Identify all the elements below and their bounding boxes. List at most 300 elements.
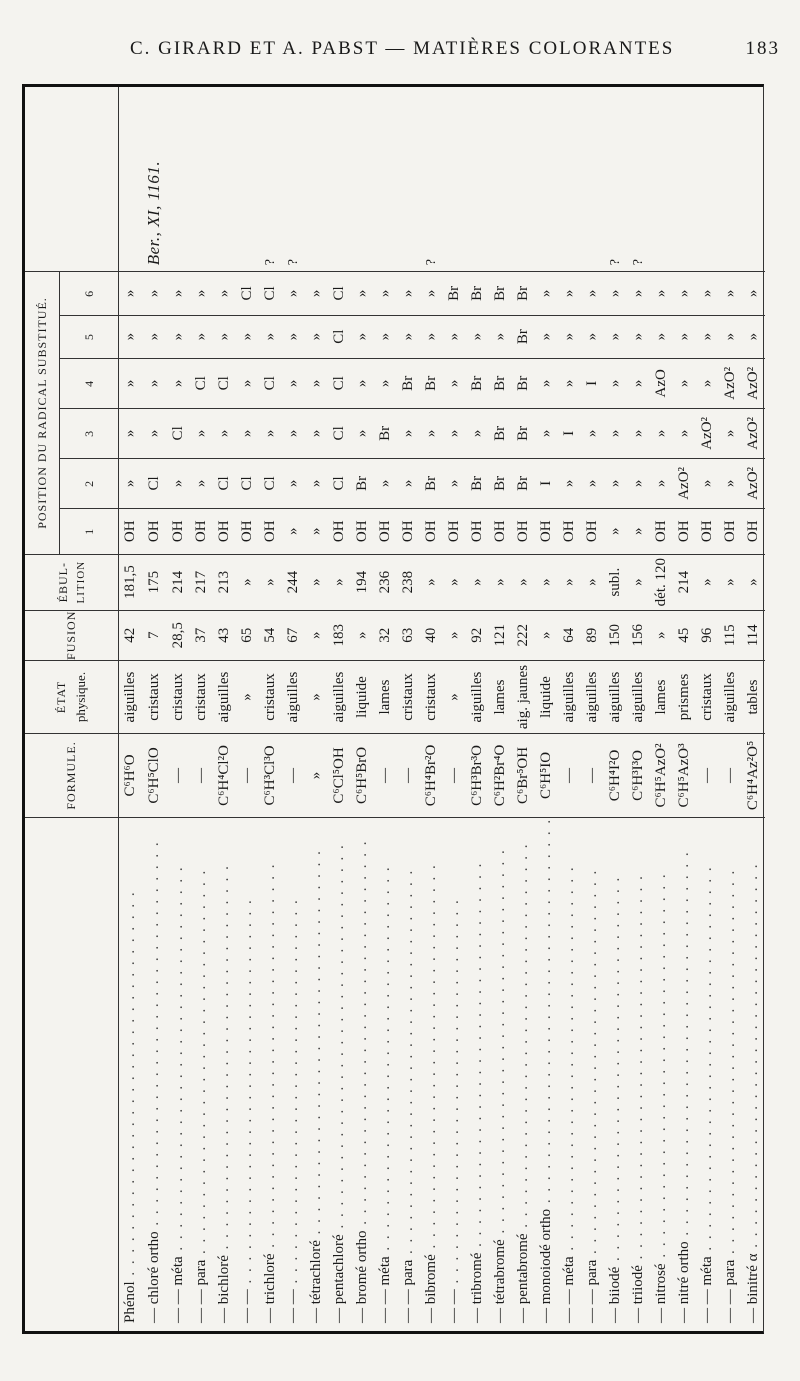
cell-ebullition: 213 <box>213 554 236 610</box>
cell-ebullition: » <box>535 554 558 610</box>
cell-position-2: Br <box>489 458 512 508</box>
dot-leader: . . . . . . . . . . . . . . . . . . . . . . . . . . . . . . . . . . <box>122 890 138 1282</box>
cell-name <box>328 817 351 1331</box>
compound-name: — bibromé <box>423 1254 439 1323</box>
cell-position-3: » <box>535 408 558 458</box>
cell-uncertainty <box>443 87 466 272</box>
cell-fusion: 64 <box>558 610 581 660</box>
cell-position-6: » <box>535 272 558 315</box>
cell-position-5: » <box>650 315 673 358</box>
cell-etat: aiguilles <box>719 660 742 733</box>
cell-fusion: 43 <box>213 610 236 660</box>
header-reference-blank <box>25 87 119 272</box>
cell-position-2: » <box>719 458 742 508</box>
running-head <box>60 38 780 62</box>
table-row <box>650 87 673 1331</box>
uncertainty-mark: ? <box>263 259 278 266</box>
dot-leader: . . . . . . . . . . . . . . . . . . . . . . . . . . . . . . . . . . <box>400 868 416 1260</box>
cell-position-5: » <box>443 315 466 358</box>
cell-ebullition: » <box>558 554 581 610</box>
cell-ebullition: » <box>466 554 489 610</box>
compound-name: — tétrachloré <box>308 1240 324 1323</box>
cell-position-6: » <box>119 272 143 315</box>
cell-uncertainty <box>558 87 581 272</box>
running-head-title: C. GIRARD ET A. PABST — MATIÈRES COLORANTES <box>130 38 675 59</box>
table-row <box>604 87 627 1331</box>
header-etat-line1: ÉTAT <box>54 680 68 714</box>
cell-name <box>535 817 558 1331</box>
cell-formule: C⁶Br⁵OH <box>512 734 535 818</box>
cell-position-3: AzO² <box>742 408 765 458</box>
uncertainty-mark: ? <box>424 259 439 266</box>
cell-position-1: OH <box>119 508 143 554</box>
table-row <box>282 87 305 1331</box>
compound-name: — tribromé <box>469 1252 485 1323</box>
cell-formule: C⁶Cl⁵OH <box>328 734 351 818</box>
dot-leader: . . . . . . . . . . . . . . . . . . . . . . . . . . . . . . . . . . <box>308 849 324 1241</box>
cell-position-6: » <box>397 272 420 315</box>
compound-name: — — para <box>193 1259 209 1323</box>
compound-name: — pentabromé <box>515 1233 531 1323</box>
cell-fusion: 7 <box>142 610 167 660</box>
cell-position-1: OH <box>719 508 742 554</box>
cell-position-6: » <box>627 272 650 315</box>
cell-position-6: » <box>167 272 190 315</box>
cell-etat: aiguilles <box>328 660 351 733</box>
dot-leader: . . . . . . . . . . . . . . . . . . . . . . . . . . . . . . . . . . <box>216 864 232 1256</box>
header-ebullition-line2: LITION <box>75 560 87 604</box>
cell-name <box>119 817 143 1331</box>
cell-ebullition: » <box>627 554 650 610</box>
cell-ebullition: » <box>328 554 351 610</box>
cell-name <box>443 817 466 1331</box>
dot-leader: . . . . . . . . . . . . . . . . . . . . . . . . . . . . . . . . . . <box>492 848 508 1240</box>
cell-position-2: Cl <box>142 458 167 508</box>
cell-position-2: Br <box>466 458 489 508</box>
cell-ebullition: 244 <box>282 554 305 610</box>
cell-name <box>236 817 259 1331</box>
compound-name: — nitré ortho <box>676 1241 692 1323</box>
cell-position-1: OH <box>351 508 374 554</box>
cell-uncertainty <box>512 87 535 272</box>
cell-formule: — <box>374 734 397 818</box>
cell-position-5: Br <box>512 315 535 358</box>
cell-position-6: Cl <box>259 272 282 315</box>
cell-position-4: » <box>604 358 627 408</box>
cell-formule: C⁶H³Cl³O <box>259 734 282 818</box>
cell-ebullition: » <box>420 554 443 610</box>
compound-name: — — para <box>584 1259 600 1323</box>
cell-uncertainty <box>466 87 489 272</box>
table-row <box>420 87 443 1331</box>
cell-formule: — <box>282 734 305 818</box>
dot-leader: . . . . . . . . . . . . . . . . . . . . . . . . . . . . . . . . . . <box>331 843 347 1235</box>
cell-position-3: » <box>420 408 443 458</box>
cell-position-4: » <box>374 358 397 408</box>
cell-etat: cristaux <box>420 660 443 733</box>
cell-position-2: AzO² <box>673 458 696 508</box>
cell-uncertainty <box>190 87 213 272</box>
dot-leader: . . . . . . . . . . . . . . . . . . . . . . . . . . . . . . . . . . <box>722 868 738 1260</box>
cell-position-5: » <box>351 315 374 358</box>
cell-position-3: » <box>627 408 650 458</box>
cell-position-5: » <box>742 315 765 358</box>
cell-name <box>420 817 443 1331</box>
cell-position-2: Br <box>420 458 443 508</box>
cell-position-5: » <box>142 315 167 358</box>
cell-position-4: Br <box>466 358 489 408</box>
cell-position-6: Br <box>466 272 489 315</box>
cell-position-3: » <box>673 408 696 458</box>
cell-ebullition: 217 <box>190 554 213 610</box>
cell-name <box>742 817 765 1331</box>
compound-name: — — para <box>722 1259 738 1323</box>
cell-position-4: » <box>351 358 374 408</box>
cell-ebullition: » <box>512 554 535 610</box>
compound-name: Phénol <box>122 1281 138 1323</box>
dot-leader: . . . . . . . . . . . . . . . . . . . . . . . . . . . . . . . . . . <box>354 839 370 1231</box>
table-row <box>190 87 213 1331</box>
cell-position-5: » <box>305 315 328 358</box>
table-row <box>558 87 581 1331</box>
header-ebullition-line1: ÉBUL- <box>56 562 70 603</box>
cell-uncertainty <box>305 87 328 272</box>
compound-name: — pentachloré <box>331 1234 347 1323</box>
cell-position-6: Cl <box>328 272 351 315</box>
cell-formule: — <box>236 734 259 818</box>
cell-formule: C⁶H⁵IO <box>535 734 558 818</box>
cell-etat: liquide <box>535 660 558 733</box>
table-row <box>489 87 512 1331</box>
dot-leader: . . . . . . . . . . . . . . . . . . . . . . . . . . . . . . . . . . <box>653 872 669 1264</box>
cell-etat: lames <box>374 660 397 733</box>
cell-position-5: » <box>259 315 282 358</box>
cell-uncertainty <box>535 87 558 272</box>
compound-name: — — méta <box>561 1256 577 1323</box>
cell-uncertainty <box>259 87 282 272</box>
table-row <box>581 87 604 1331</box>
cell-ebullition: » <box>489 554 512 610</box>
cell-formule: C⁶H⁵ClO <box>142 734 167 818</box>
cell-ebullition: » <box>719 554 742 610</box>
cell-position-6: Br <box>443 272 466 315</box>
table-row <box>305 87 328 1331</box>
cell-position-6: » <box>282 272 305 315</box>
uncertainty-mark: ? <box>286 259 301 266</box>
cell-fusion: 96 <box>696 610 719 660</box>
cell-position-2: » <box>650 458 673 508</box>
dot-leader: . . . . . . . . . . . . . . . . . . . . . . . . . . . . . . . . . . <box>515 842 531 1234</box>
cell-position-5: » <box>190 315 213 358</box>
header-fusion: FUSION <box>25 610 119 660</box>
cell-ebullition: » <box>742 554 765 610</box>
cell-position-4: AzO² <box>742 358 765 408</box>
compound-name: — monoiodé ortho <box>538 1208 554 1323</box>
cell-name <box>627 817 650 1331</box>
dot-leader: . . . . . . . . . . . . . . . . . . . . . . . . . . . . . . . . . . <box>676 850 692 1242</box>
cell-ebullition: 238 <box>397 554 420 610</box>
cell-name <box>305 817 328 1331</box>
cell-position-2: Br <box>512 458 535 508</box>
cell-formule: C⁶H⁵AzO³ <box>673 734 696 818</box>
cell-fusion: » <box>650 610 673 660</box>
cell-etat: » <box>236 660 259 733</box>
cell-position-1: OH <box>512 508 535 554</box>
cell-position-5: » <box>397 315 420 358</box>
cell-formule: — <box>719 734 742 818</box>
cell-uncertainty <box>420 87 443 272</box>
cell-position-1: OH <box>742 508 765 554</box>
cell-position-6: » <box>581 272 604 315</box>
cell-position-1: OH <box>190 508 213 554</box>
table-row <box>328 87 351 1331</box>
cell-etat: aiguilles <box>627 660 650 733</box>
dot-leader: . . . . . . . . . . . . . . . . . . . . . . . . . . . . . . . . . . <box>377 865 393 1257</box>
cell-position-6: Br <box>489 272 512 315</box>
dot-leader: . . . . . . . . . . . . . . . . . . . . . . . . . . . . . . . . . . <box>538 817 554 1209</box>
cell-position-5: » <box>558 315 581 358</box>
cell-name <box>604 817 627 1331</box>
dot-leader: . . . . . . . . . . . . . . . . . . . . . . . . . . . . . . . . . . <box>607 875 623 1267</box>
cell-uncertainty <box>142 87 167 272</box>
table-row <box>719 87 742 1331</box>
cell-position-1: OH <box>696 508 719 554</box>
cell-name <box>351 817 374 1331</box>
table-row <box>213 87 236 1331</box>
cell-position-6: » <box>190 272 213 315</box>
page-number: 183 <box>745 38 780 59</box>
cell-fusion: » <box>305 610 328 660</box>
cell-formule: C⁶H³Br³O <box>466 734 489 818</box>
cell-name <box>489 817 512 1331</box>
cell-position-4: » <box>558 358 581 408</box>
compound-name: — — <box>446 1289 462 1323</box>
cell-position-6: » <box>142 272 167 315</box>
cell-position-2: » <box>282 458 305 508</box>
cell-name <box>558 817 581 1331</box>
cell-position-4: Cl <box>328 358 351 408</box>
cell-position-5: » <box>374 315 397 358</box>
cell-position-4: » <box>282 358 305 408</box>
header-pos-3: 3 <box>60 408 119 458</box>
table-body <box>119 87 766 1331</box>
compound-name: — — <box>239 1289 255 1323</box>
cell-position-6: » <box>742 272 765 315</box>
cell-position-4: Cl <box>259 358 282 408</box>
cell-etat: cristaux <box>397 660 420 733</box>
cell-etat: tables <box>742 660 765 733</box>
cell-position-2: Br <box>351 458 374 508</box>
cell-position-3: » <box>259 408 282 458</box>
cell-position-1: OH <box>466 508 489 554</box>
cell-position-3: Cl <box>167 408 190 458</box>
cell-position-4: » <box>236 358 259 408</box>
cell-formule: C⁶H⁴Az²O⁵ <box>742 734 765 818</box>
cell-position-3: » <box>466 408 489 458</box>
cell-position-3: I <box>558 408 581 458</box>
compound-name: — nitrosé <box>653 1263 669 1323</box>
cell-uncertainty <box>282 87 305 272</box>
cell-position-5: » <box>535 315 558 358</box>
cell-position-3: » <box>604 408 627 458</box>
cell-position-5: » <box>581 315 604 358</box>
cell-position-3: » <box>581 408 604 458</box>
cell-uncertainty <box>650 87 673 272</box>
cell-position-3: » <box>190 408 213 458</box>
dot-leader: . . . . . . . . . . . . . . . . . . . . . . . . . . . . . . . . . . <box>630 874 646 1266</box>
cell-position-2: Cl <box>328 458 351 508</box>
dot-leader: . . . . . . . . . . . . . . . . . . . . . . . . . . . . . . . . . . <box>423 863 439 1255</box>
cell-position-2: AzO² <box>742 458 765 508</box>
cell-position-6: » <box>719 272 742 315</box>
cell-position-6: » <box>374 272 397 315</box>
cell-fusion: 222 <box>512 610 535 660</box>
table-row <box>673 87 696 1331</box>
cell-position-5: » <box>489 315 512 358</box>
cell-formule: C⁶H⁴Br²O <box>420 734 443 818</box>
cell-fusion: 121 <box>489 610 512 660</box>
cell-ebullition: 181,5 <box>119 554 143 610</box>
compound-name: — bichloré <box>216 1255 232 1323</box>
cell-uncertainty <box>397 87 420 272</box>
cell-etat: aiguilles <box>581 660 604 733</box>
cell-position-1: » <box>305 508 328 554</box>
cell-position-3: » <box>213 408 236 458</box>
cell-ebullition: 194 <box>351 554 374 610</box>
cell-position-5: » <box>236 315 259 358</box>
cell-position-2: » <box>119 458 143 508</box>
cell-etat: aiguilles <box>558 660 581 733</box>
header-ebullition <box>25 554 119 610</box>
cell-uncertainty <box>696 87 719 272</box>
cell-position-1: » <box>282 508 305 554</box>
cell-position-4: » <box>535 358 558 408</box>
rotated-table-container <box>25 87 763 1331</box>
cell-position-1: OH <box>259 508 282 554</box>
reference-citation: Ber., XI, 1161. <box>144 160 163 266</box>
cell-position-3: » <box>236 408 259 458</box>
compound-name: — chloré ortho <box>146 1231 162 1323</box>
cell-position-4: » <box>142 358 167 408</box>
cell-ebullition: » <box>581 554 604 610</box>
cell-name <box>167 817 190 1331</box>
cell-formule: — <box>443 734 466 818</box>
dot-leader: . . . . . . . . . . . . . . . . . . . . . . . . . . . . . . . . . . <box>469 861 485 1253</box>
cell-formule: C⁶H⁵AzO² <box>650 734 673 818</box>
cell-position-5: Cl <box>328 315 351 358</box>
cell-fusion: 28,5 <box>167 610 190 660</box>
cell-fusion: » <box>535 610 558 660</box>
cell-position-2: » <box>696 458 719 508</box>
cell-position-4: I <box>581 358 604 408</box>
compound-name: — bromé ortho <box>354 1230 370 1323</box>
cell-formule: — <box>190 734 213 818</box>
cell-position-1: OH <box>374 508 397 554</box>
cell-ebullition: 236 <box>374 554 397 610</box>
cell-position-2: » <box>167 458 190 508</box>
compound-name: — triiodé <box>630 1265 646 1323</box>
cell-name <box>374 817 397 1331</box>
cell-position-6: » <box>420 272 443 315</box>
cell-name <box>466 817 489 1331</box>
cell-position-1: OH <box>236 508 259 554</box>
cell-etat: cristaux <box>696 660 719 733</box>
cell-position-4: Cl <box>190 358 213 408</box>
header-formule: FORMULE. <box>25 734 119 818</box>
cell-position-2: Cl <box>213 458 236 508</box>
cell-fusion: 54 <box>259 610 282 660</box>
cell-position-1: » <box>627 508 650 554</box>
cell-position-3: » <box>650 408 673 458</box>
cell-position-1: OH <box>328 508 351 554</box>
cell-fusion: 37 <box>190 610 213 660</box>
table-row <box>259 87 282 1331</box>
cell-position-6: Cl <box>236 272 259 315</box>
cell-position-6: » <box>650 272 673 315</box>
compound-name: — binitré α <box>745 1253 761 1323</box>
cell-ebullition: subl. <box>604 554 627 610</box>
cell-formule: C⁶H⁴I²O <box>604 734 627 818</box>
cell-name <box>512 817 535 1331</box>
cell-formule: C⁶H³I³O <box>627 734 650 818</box>
cell-fusion: 114 <box>742 610 765 660</box>
cell-name <box>696 817 719 1331</box>
cell-fusion: 32 <box>374 610 397 660</box>
cell-etat: cristaux <box>259 660 282 733</box>
dot-leader: . . . . . . . . . . . . . . . . . . . . . . . . . . . . . . . . . . <box>699 865 715 1257</box>
cell-etat: lames <box>489 660 512 733</box>
cell-formule: » <box>305 734 328 818</box>
cell-position-1: » <box>604 508 627 554</box>
cell-etat: lames <box>650 660 673 733</box>
cell-position-3: » <box>397 408 420 458</box>
cell-etat: » <box>305 660 328 733</box>
compound-name: — biiodé <box>607 1266 623 1323</box>
cell-formule: C⁶H²Br⁴O <box>489 734 512 818</box>
cell-ebullition: » <box>443 554 466 610</box>
cell-etat: aiguilles <box>213 660 236 733</box>
cell-position-4: » <box>696 358 719 408</box>
cell-uncertainty <box>604 87 627 272</box>
cell-uncertainty <box>351 87 374 272</box>
cell-etat: liquide <box>351 660 374 733</box>
cell-formule: C⁶H⁶O <box>119 734 143 818</box>
cell-position-1: OH <box>581 508 604 554</box>
cell-position-5: » <box>673 315 696 358</box>
cell-position-3: » <box>119 408 143 458</box>
cell-fusion: » <box>443 610 466 660</box>
header-name <box>25 817 119 1331</box>
cell-position-3: Cl <box>328 408 351 458</box>
cell-position-5: » <box>213 315 236 358</box>
table-row <box>466 87 489 1331</box>
cell-position-6: » <box>696 272 719 315</box>
cell-fusion: 156 <box>627 610 650 660</box>
header-position: POSITION DU RADICAL SUBSTITUÉ. <box>25 272 60 554</box>
cell-name <box>142 817 167 1331</box>
cell-ebullition: » <box>696 554 719 610</box>
cell-name <box>719 817 742 1331</box>
cell-position-3: » <box>282 408 305 458</box>
properties-table <box>25 87 765 1331</box>
table-row <box>119 87 143 1331</box>
cell-position-5: » <box>696 315 719 358</box>
cell-etat: aiguilles <box>119 660 143 733</box>
cell-position-4: Br <box>397 358 420 408</box>
cell-position-2: I <box>535 458 558 508</box>
cell-position-3: Br <box>374 408 397 458</box>
cell-ebullition: » <box>236 554 259 610</box>
